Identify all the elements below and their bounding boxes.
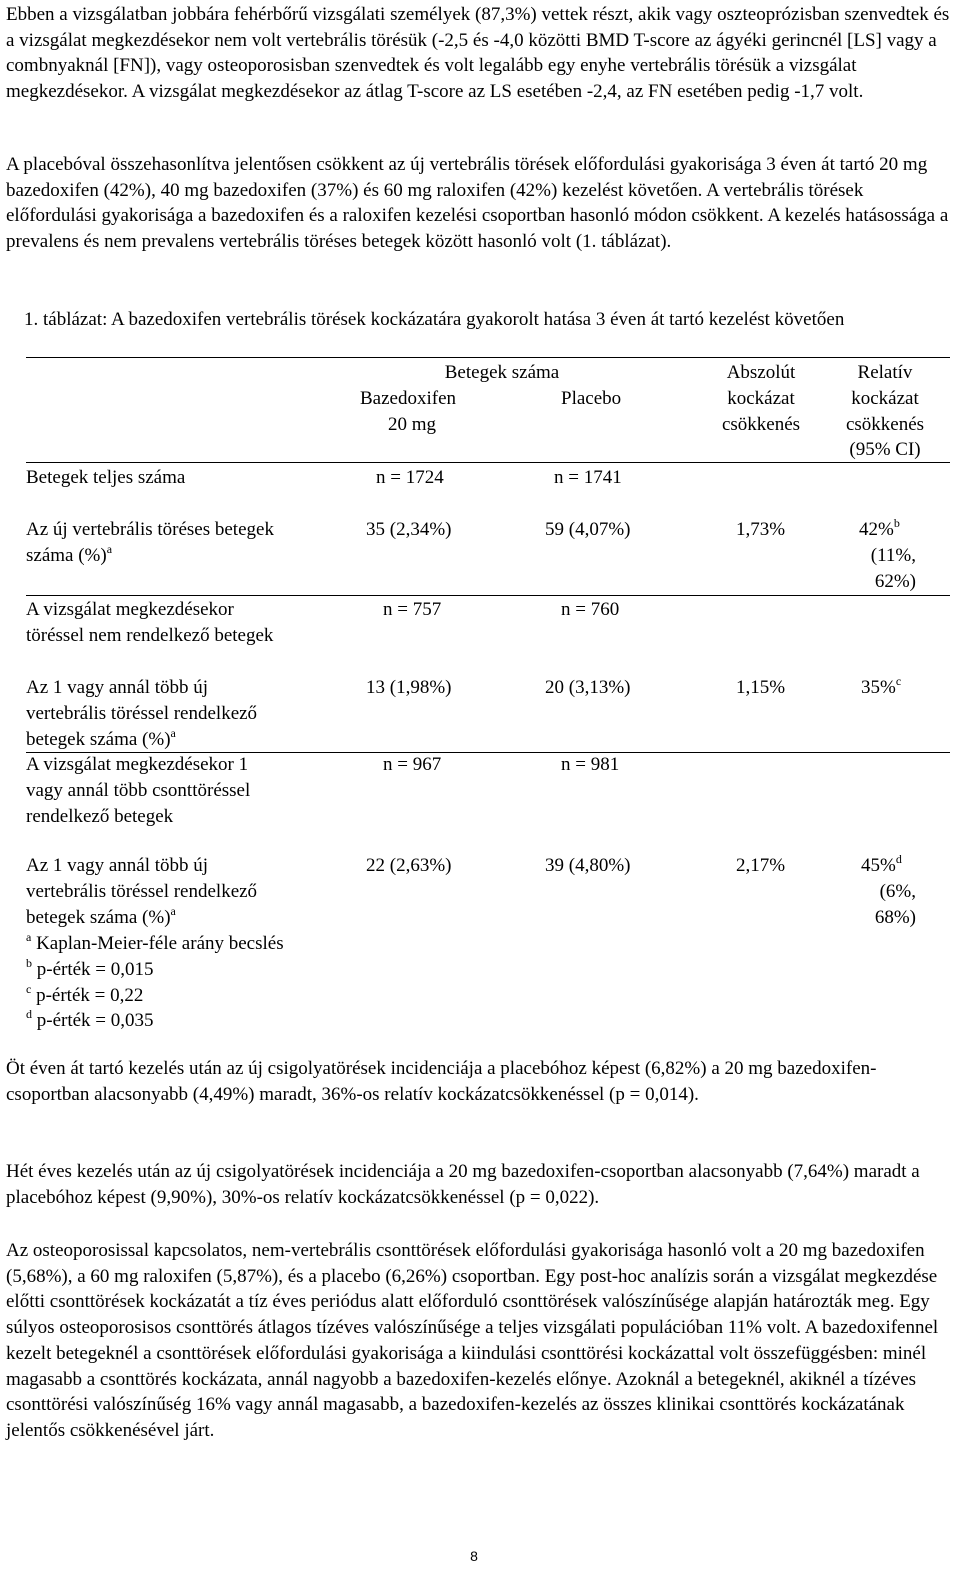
row-new-noprev-baz: 13 (1,98%) <box>366 677 452 698</box>
row-new-prev-label-l3: betegek száma (%)$^a$ <box>26 903 176 928</box>
footnote-marker: d <box>895 851 902 866</box>
row-no-prev-label-l1: A vizsgálat megkezdésekor <box>26 599 234 620</box>
footnote-b: $^b$ p-érték = 0,015 <box>26 955 154 980</box>
paragraph-placebo-comparison: A placebóval összehasonlítva jelentősen csökkent az új vertebrális törések előfordulási gyakorisága 3 éven át tartó 20 mg bazedoxifen (42%), 40 mg bazedoxifen (37%) és 60 mg raloxifen (42%) kezelést követően. A vertebrális törések előfordulási gyakorisága a bazedoxifen és a raloxifen kezelési csoportban hasonló módon csökkent. A kezelés hatásossága a prevalens és nem prevalens vertebrális töréses betegek között hasonló volt (1. táblázat). <box>6 154 949 253</box>
header-absolute-risk-l3: csökkenés <box>721 414 801 435</box>
footnote-c: $^c$ p-érték = 0,22 <box>26 981 144 1006</box>
row-new-all-label-l2: száma (%)$^a$ <box>26 541 113 566</box>
row-new-prev-abs: 2,17% <box>736 855 786 876</box>
paragraph-seven-year: Hét éves kezelés után az új csigolyatörések incidenciája a 20 mg bazedoxifen-csoportban alacsonyabb (7,64%) maradt a placebóhoz képest (9,90%), 30%-os relatív kockázatcsökkenéssel (p = 0,022). <box>6 1161 920 1208</box>
row-prev-label-l1: A vizsgálat megkezdésekor 1 <box>26 754 249 775</box>
row-prev-label-l2: vagy annál több csonttöréssel <box>26 780 251 801</box>
row-no-prev-baz: n = 757 <box>383 599 442 620</box>
table-top-rule <box>26 357 950 358</box>
row-new-prev-ci-l2: 68%) <box>874 907 916 928</box>
footnote-marker: b <box>893 515 900 530</box>
header-dose: 20 mg <box>388 414 437 435</box>
page-number: 8 <box>470 1548 478 1564</box>
row-new-all-ci-l2: 62%) <box>874 571 916 592</box>
row-new-noprev-placebo: 20 (3,13%) <box>545 677 631 698</box>
header-relative-risk-l3: csökkenés <box>845 414 925 435</box>
row-new-prev-label-l1: Az 1 vagy annál több új <box>26 855 209 876</box>
row-new-noprev-label-l2: vertebrális töréssel rendelkező <box>26 703 258 724</box>
row-new-prev-ci-l1: (6%, <box>879 881 916 902</box>
header-patient-count: Betegek száma <box>444 362 560 383</box>
footnote-marker: a <box>106 541 113 556</box>
row-new-prev-baz: 22 (2,63%) <box>366 855 452 876</box>
row-no-prev-label-l2: töréssel nem rendelkező betegek <box>26 625 274 646</box>
row-new-all-baz: 35 (2,34%) <box>366 519 452 540</box>
row-new-prev-label-l2: vertebrális töréssel rendelkező <box>26 881 258 902</box>
row-new-all-rel: 42%$^b$ <box>859 515 900 540</box>
footnote-marker: d <box>26 1006 32 1021</box>
row-new-prev-placebo: 39 (4,80%) <box>545 855 631 876</box>
row-new-noprev-rel: 35%$^c$ <box>861 673 902 698</box>
row-prev-baz: n = 967 <box>383 754 442 775</box>
row-no-prev-placebo: n = 760 <box>561 599 620 620</box>
header-absolute-risk-l2: kockázat <box>727 388 795 409</box>
row-new-noprev-label-l1: Az 1 vagy annál több új <box>26 677 209 698</box>
footnote-marker: a <box>170 725 176 740</box>
row-rule-1 <box>26 595 950 596</box>
header-relative-risk-l2: kockázat <box>851 388 919 409</box>
row-total-placebo: n = 1741 <box>554 467 622 488</box>
row-new-all-ci-l1: (11%, <box>870 545 916 566</box>
header-absolute-risk-l1: Abszolút <box>726 362 796 383</box>
row-new-noprev-abs: 1,15% <box>736 677 786 698</box>
row-new-prev-rel: 45%$^d$ <box>861 851 902 876</box>
header-relative-risk-ci: (95% CI) <box>849 439 921 460</box>
footnote-a: $^a$ Kaplan-Meier-féle arány becslés <box>26 929 284 954</box>
footnote-d: $^d$ p-érték = 0,035 <box>26 1006 154 1031</box>
row-new-all-abs: 1,73% <box>736 519 786 540</box>
footnote-marker: a <box>26 929 32 944</box>
footnote-marker: c <box>895 673 902 688</box>
header-placebo: Placebo <box>561 388 622 409</box>
row-prev-placebo: n = 981 <box>561 754 620 775</box>
row-total-label: Betegek teljes száma <box>26 467 186 488</box>
row-prev-label-l3: rendelkező betegek <box>26 806 174 827</box>
row-total-baz: n = 1724 <box>376 467 444 488</box>
header-bazedoxifen: Bazedoxifen <box>360 388 457 409</box>
header-relative-risk-l1: Relatív <box>857 362 913 383</box>
paragraph-nonvertebral: Az osteoporosissal kapcsolatos, nem-vertebrális csonttörések előfordulási gyakorisága hasonló volt a 20 mg bazedoxifen (5,68%), a 60 mg raloxifen (5,87%), és a placebo (6,26%) csoportban. Egy post-hoc analízis során a vizsgálat megkezdése előtti csonttörések kockázatát a tíz éves periódus alatt előforduló csonttörések valószínűsége alapján határozták meg. Egy súlyos osteoporosisos csonttörés átlagos tízéves valószínűsége a teljes vizsgálati populációban 11% volt. A bazedoxifennel kezelt betegeknél a csonttörések előfordulási gyakorisága a kiindulási csonttörési kockázattal volt összefüggésben: minél magasabb a csonttörés kockázata, annál nagyobb a bazedoxifen-kezelés előnye. Azoknál a betegeknél, akiknél a tízéves csonttörési valószínűség 16% vagy annál magasabb, a bazedoxifen-kezelés az összes klinikai csonttörés kockázatának jelentős csökkenésével járt. <box>6 1240 939 1441</box>
paragraph-study-population: Ebben a vizsgálatban jobbára fehérbőrű vizsgálati személyek (87,3%) vettek részt, akik vagy oszteoprózisban szenvedtek és a vizsgálat megkezdésekor nem volt vertebrális törésük (-2,5 és -4,0 közötti BMD T-score az ágyéki gerincnél [LS] vagy a combnyaknál [FN]), vagy osteoporosisban szenvedtek és volt legalább egy enyhe vertebrális törésük a vizsgálat megkezdésekor. A vizsgálat megkezdésekor az átlag T-score az LS esetében -2,4, az FN esetében pedig -1,7 volt. <box>6 4 950 103</box>
row-new-noprev-label-l3: betegek száma (%)$^a$ <box>26 725 176 750</box>
footnote-marker: b <box>26 955 32 970</box>
paragraph-five-year: Öt éven át tartó kezelés után az új csigolyatörések incidenciája a placebóhoz képest (6,82%) a 20 mg bazedoxifen-csoportban alacsonyabb (4,49%) maradt, 36%-os relatív kockázatcsökkenéssel (p = 0,014). <box>6 1058 877 1105</box>
row-new-all-placebo: 59 (4,07%) <box>545 519 631 540</box>
footnote-marker: a <box>170 903 176 918</box>
row-new-all-label-l1: Az új vertebrális töréses betegek <box>26 519 274 540</box>
footnote-marker: c <box>26 981 32 996</box>
header-bottom-rule <box>26 462 950 463</box>
table-caption: 1. táblázat: A bazedoxifen vertebrális törések kockázatára gyakorolt hatása 3 éven át tartó kezelést követően <box>24 309 845 330</box>
